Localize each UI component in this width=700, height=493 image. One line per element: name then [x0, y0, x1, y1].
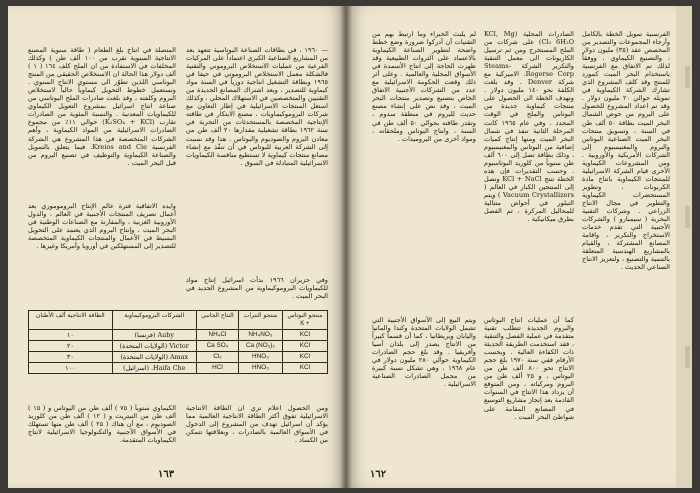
table-cell: Victor (الولايات المتحدة) [112, 341, 196, 352]
page-tab [685, 346, 690, 368]
right-page-lower-left-column [372, 316, 476, 472]
left-page-mid-left-column [28, 202, 176, 302]
table-row [29, 352, 328, 363]
table-cell: KCl [282, 330, 327, 341]
left-page-bottom-right-column [186, 404, 328, 464]
paragraph: كما أن عمليات انتاج البوتاس والبروم الجديدة تتطلب تقنية متقدمة في عملية الفصل والتنقية ، فقد استخدمت الطريقة الحديثة ذات الكفاءة العالية . وبحسب الأرقام ففي سنة ١٩٧٠ بلغ حجم الانتاج نحو ٨٠٠ ألف طن من البوتاس ، و ٢٥ ألف طن من البروم ومركباته ، ومن المتوقع أن يزداد هذا الانتاج في السنوات القادمة بعد إنجاز مشاريع التوسيع في المصانع المقامة على شواطئ البحر الميت . [484, 316, 574, 421]
paragraph: ويتم البيع إلى الأسواق الأجنبية التي تشمل الولايات المتحدة وكندا والمانيا واليابان وبريطانيا ، كما أن قسماً كبيراً من الانتاج يصدر إلى بلدان آسيا وأفريقيا . وقد بلغ حجم الصادرات الكيماوية حوالي ٢٨٠ مليون دولار في عام ١٩٦٨ ، وهي تشكل نسبة كبيرة من مجمل الصادرات الصناعية الاسرائيلية . [372, 316, 476, 389]
paragraph: الصادرات المحلية (KCl, Mg Cl₂ 6H₂O) على شركات من الملح المستخرج ومن ثم ترسيل الكاربونات الى معمل التنقية والتكرير الشركة Steams-Rogerse Corp. الاميركية مع شركة Denver . وقد بلغت الكلفة نحو ١٤٠ مليون دولار . وتهدف الخطة الى الحصول على منتجات كيماوية جديدة من البوتاس والملح في الوقت المحدد . وفي عام ١٩٦٥ كانت المرحلة الثانية تنفذ في شمال البحر الميت ومنها إنتاج كميات إضافية من البوتاس والمغنيسيوم ، وذلك بطاقة تصل إلى ٦٠٠ ألف طن سنوياً من كلوريد البوتاسيوم . وحسب التقديرات فإن هذه الخطة تنتج KCl + NaCl وتصل إلى المنتجين الكبار في العالم ( Vacuum Crystallizers ) ويتم التبلور في أحواض متتالية للمحاليل المركزة ، ثم الفصل بطرق ميكانيكية . [484, 30, 574, 224]
right-page [346, 6, 692, 488]
table-header-potash: منتجو البوتاس + K [282, 311, 327, 330]
table-header-byproduct: النتاج الجانبي [196, 311, 238, 330]
table-header-nitrate: منتجو النترات [239, 311, 283, 330]
left-page-top-right-column [186, 46, 328, 270]
chemicals-table [28, 310, 328, 374]
paragraph: الكيماوي ستوياً ( ٧٥ ) ألف طن من اليوتاس و ( ١٥ ) ألف طن من النيتريت و ( ١٢ ) ألف طن من كلوريد الصوديوم ، مع أن هناك ( ٢٥ ) ألف طن منها تستهلك في الأسواق الأجنبية والتكنولوجيا الاسرائيلية لانتاج الكيماويات المتقدمة. [28, 404, 176, 445]
table-cell: Haifa Che. (اسرائيل) [112, 363, 196, 374]
left-page-top-left-column [28, 46, 176, 194]
book-spread [8, 6, 692, 488]
paragraph: المتصلة في انتاج بلغ الطعام ( طاقة سنوية المصنع الانتاجية السنوية تقرب من ١٠٠ ألف طن ) وكذلك المخلفات في الاستفادة من ان الملح كلف ١٦٤ ( ١ ) ألف دولار هذا الحالة ان الاستخلاص الحقيقي من المنتج البوتاسي اللذين تطوّر الى مستوى الانتاج السنوي . وتستعمل خطوط التحويل كيماوياً حالياً لاستخلاص البروم وكلفته ، وقد بلغت صادرات الملح البوتاسي من صناعة انتاج اسرائيل بمشروع التعويل الكيماوي للكيماويات المعدنية . والنسبة المئوية من الصادرات تقارب (K₂SO₄ + KCl) حوالي ١١٪ من مجموع الصادرات الاسرائيلية من المواد الكيماوية ، وأهم الشركات المتخصصة في هذا المشروع هي الشركة الفرنسية Kreios and Cie. فيما يتعلق بالتمويل والصناعة الكيماوية والتوظيف في تصنيع البروم من قبل البحر الميت . [28, 46, 176, 167]
paragraph: وفي حزيران ١٩٦٦ بدأت اسرائيل إنتاج مواد للكيماويات البروموكيماوية من المشروع الجديد في البحر الميت . [186, 276, 328, 301]
table-cell: ١٠٠ [29, 363, 113, 374]
table-cell: HCl [196, 363, 238, 374]
paragraph: وايده الاتفاقية فترة عالم الإنتاج البروموموري بعد أعمال تصريف المنتجات الأجنبية في العالم ، والدول الأوروبية الغربية ، والمقارنة مع الصناعات الوطنية في البحر الميت ، وإنتاج البروم الذي يعتمد على التحويل البسيط في الأعمال والمنتجات الكيماوية المتخصصة للتصدير إلى المستهلكين في أوروبا وأمريكا وغيرها . [28, 202, 176, 251]
table-cell: NH₄Cl [196, 330, 238, 341]
table-row [29, 341, 328, 352]
table-cell: Cl₂ [196, 352, 238, 363]
table-cell: KCl [282, 352, 327, 363]
left-page-mid-right-extra [186, 276, 328, 302]
table-cell: ٢٠ [29, 341, 113, 352]
table-cell: ١٠ [29, 330, 113, 341]
right-page-number: ١٦٢ [370, 469, 387, 480]
table-cell: Ca SO₄ [196, 341, 238, 352]
right-page-middle-column [484, 30, 574, 310]
table-cell: Auby (فرنسا) [112, 330, 196, 341]
left-page [8, 6, 346, 488]
table-row [29, 330, 328, 341]
table-cell: HNO₃ [239, 352, 283, 363]
left-page-bottom-left-column [28, 404, 176, 464]
paragraph: لم يلبث الخبراء وما ارتبط بهم من التقنيات أن أدركوا ضرورة وضع خطط واضحة لتطوير الصناعة الكيماوية بالاعتماد على الثروات الطبيعية وقد ظهرت الحاجة إلى انتاج الأسمدة في الأسواق المحلية والعالمية . وعلى أثر ذلك وقعت الحكومة الاسرائيلية مع عدد من الشركات الأجنبية الاتفاق الخاص بتصنيع وتصدير منتجات البحر الميت ، وقد نص على إنشاء مصنع حديث للبروم في منطقة سدوم ، وتقدر طاقته بحوالي ٥٠ ألف طن في السنة ، وانتاج البوتاس وملحقاته ، ومواد أخرى من البروميدات . [372, 30, 476, 143]
paragraph: — ١٩٦٠ ، في بطاقات الصناعة البوتاسية تتعهد بعد من المشاريع الصناعية الكبرى اعتماداً على المركبات الفرعية من عمليات الاستخلاص البروموني والتقنية فالشكلة معمل الاستخلاص البروموني في حيفا في ١٩٦٥ وبطاقة التشغيل انتاجية دورياً في السنة مواد كيماوية للتصدير ، وبعد اشتراك المصانع الجديدة من التقنيين والمتخصصين في الاستهلاك المحلي ، وكذلك استغل المنتجات الاسرائيلية في إطار التعاون مع شركات البروموكيماويات ، مصنع الابتكار في طاقته الإنتاجية المخصصة بالمستحدثات من التجربة في سنة ١٩٦٢ بطاقة تشغيلية مقدارها ٢٠ ألف طن من معادن البروم والصوديوم والبوتاس . هذا وقد نسبت إلى الشركة العربية للبوتاس في أن تنفّذ مع إنشاء مصانع منتجات كيماوية لا تستطيع منافسة الكيماويات الاسرائيلية المتبادلة في السوق . [186, 46, 328, 167]
paragraph: ومن الحصول اعلام تري ان الطاقة الانتاجية الاسرائيلية تفوق أكثر الطاقة الانتاجية العالمية مما يؤكد أن اسرائيل تهدف من المشروع إلى الدخول في الأسواق العالمية بالصادرات ، وبعلاقتها تتمكن من الكساد . [186, 404, 328, 445]
table-cell: Amax (الولايات المتحدة) [112, 352, 196, 363]
right-page-lower-middle-column [484, 316, 574, 472]
left-page-number: ١٦٣ [158, 469, 175, 480]
table-header-row [29, 311, 328, 330]
book-gutter [340, 6, 352, 488]
table-cell: NH₄NO₃ [239, 330, 283, 341]
table-header-company: الشركات البروموكيماوية [112, 311, 196, 330]
right-page-left-column [372, 30, 476, 310]
table-cell: KCl [282, 341, 327, 352]
table-row [29, 363, 328, 374]
paragraph: الفرنسية تمويل الخطة بالكامل وأرجاء المجموعات والتصدير من المخصص عقد (٣٥) مليون دولار ، والتصنيع الكيماوي ، ووفقاً لذلك تم الاتفاق مع الفرنسية باستخدام البحر الميت كمورد للمنتج وقد كلف المشروع الذي تشارك الشركة الكيماوية في تمويله حوالي ٢٠ مليون دولار . وقد تم اعداد المشروع للحصول على البروم من حوض الشمال البحر الميت بطاقة ٥٠ ألف طن في السنة ، وتسويق منتجات البحر الميت الصناعية البوتاس والبروم والمغنيسيوم إلى الشركات الأمريكية والأوروبية . ومن المشروعات الكيماوية الأخرى قيام الشركة الاسرائيلية للمنتجات الكيماوية بانتاج مادة الكربونات ، وتطوير المستحضرات الكيماوية والتطوير في مجال الانتاج الزراعي . وشركات التقنية البحرية ( سيمبارو ) والشركات الأجنبية التي تقدم خدمات الاستخراج والتكرير ، واقامة المصانع المشتركة ، والقيام بالمشاريع الهندسية المتعلقة بالتنمية والتصنيع ، ولتعزيز الانتاج الصناعي الحديث . [582, 30, 670, 272]
table-cell: HNO₃ [239, 363, 283, 374]
right-page-right-column [582, 30, 670, 470]
table-cell: ٣٠ [29, 352, 113, 363]
table-header-capacity: الطاقة الانتاجية ألف الأطنان [29, 311, 113, 330]
page-tab [685, 206, 690, 228]
page-tab [685, 66, 690, 88]
table-cell: KCl [282, 363, 327, 374]
table-cell: Ca (NO₃)₂ [239, 341, 283, 352]
